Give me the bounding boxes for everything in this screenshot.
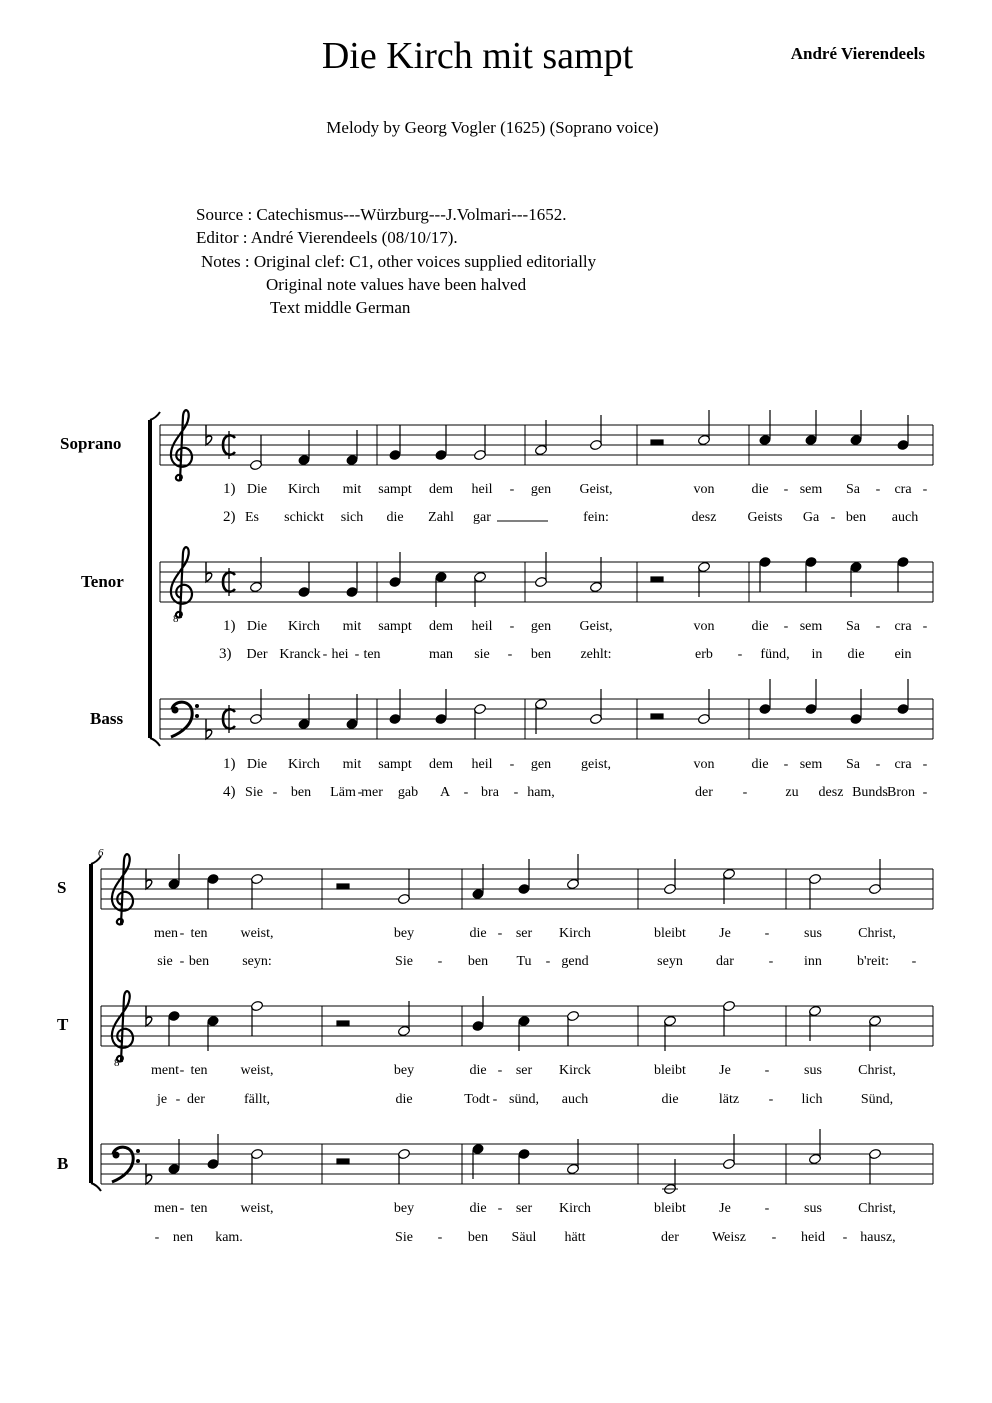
lyric-syllable: bey	[393, 1201, 415, 1216]
lyric-syllable: Christ,	[858, 1063, 896, 1078]
lyric-syllable: Todt	[464, 1092, 490, 1107]
notes-line-3: Text middle German	[270, 298, 411, 317]
lyric-syllable: ser	[515, 1063, 533, 1078]
lyric-syllable: Säul	[511, 1230, 537, 1245]
lyric-syllable: die	[661, 1092, 679, 1107]
lyric-syllable: -	[507, 647, 513, 662]
lyric-syllable: Sie	[395, 1230, 413, 1245]
lyric-syllable: heil	[471, 482, 493, 497]
lyric-syllable: cra	[894, 757, 912, 772]
lyric-syllable: -	[179, 1201, 185, 1216]
lyric-syllable: ben	[467, 954, 489, 969]
lyrics-bass-system-2-line-1	[154, 1201, 896, 1216]
lyric-syllable: -	[354, 647, 360, 662]
lyric-syllable: Bunds	[852, 785, 888, 800]
lyric-syllable: Je	[719, 1063, 731, 1078]
lyric-syllable: -	[497, 926, 503, 941]
lyrics-soprano-verse-2	[223, 509, 918, 525]
lyric-syllable: Je	[719, 926, 731, 941]
lyric-syllable: zehlt:	[580, 647, 612, 662]
lyric-syllable: mit	[342, 482, 362, 497]
lyric-syllable: dem	[428, 619, 454, 634]
lyric-syllable: die	[751, 757, 769, 772]
tenor-notes-system-2	[168, 996, 882, 1051]
lyric-syllable: -	[513, 785, 519, 800]
lyric-syllable: -	[830, 510, 836, 525]
lyric-syllable: Geist,	[579, 482, 613, 497]
lyric-syllable: -	[771, 1230, 777, 1245]
lyrics-tenor-verse-3	[219, 646, 912, 662]
lyric-syllable: fein:	[583, 510, 609, 525]
lyric-syllable: -	[875, 757, 881, 772]
lyric-syllable: ham,	[527, 785, 555, 800]
lyric-syllable: von	[693, 757, 715, 772]
lyrics-soprano-system-2-line-1	[154, 926, 896, 941]
lyric-syllable: bey	[393, 1063, 415, 1078]
lyric-syllable: mit	[342, 757, 362, 772]
lyric-syllable: Kranck	[279, 647, 321, 662]
lyric-syllable: Sünd,	[860, 1092, 894, 1107]
lyric-syllable: heil	[471, 619, 493, 634]
page-title: Die Kirch mit sampt	[321, 35, 634, 77]
composer-name: André Vierendeels	[790, 44, 925, 63]
lyric-syllable: Tu	[516, 954, 532, 969]
lyric-syllable: je	[156, 1092, 168, 1107]
source-line: Source : Catechismus---Würzburg---J.Volmari---1652.	[196, 205, 567, 224]
lyric-syllable: bleibt	[654, 1201, 686, 1216]
lyric-syllable: die	[469, 1063, 487, 1078]
lyric-syllable: Läm	[330, 785, 356, 800]
lyric-syllable: der	[661, 1230, 679, 1245]
lyric-syllable: Sa	[846, 619, 860, 634]
lyric-syllable: ten	[363, 647, 381, 662]
lyric-syllable: Kirch	[288, 482, 320, 497]
lyrics-soprano-system-2-line-2	[157, 954, 916, 969]
lyric-syllable: die	[469, 926, 487, 941]
lyric-syllable: ment	[151, 1063, 179, 1078]
octave-eight-mark: 8	[114, 1057, 120, 1069]
system-bracket	[150, 412, 160, 746]
lyric-syllable: gen	[530, 619, 552, 634]
subtitle: Melody by Georg Vogler (1625) (Soprano voice)	[326, 118, 659, 137]
lyric-syllable: Bron	[887, 785, 915, 800]
lyric-syllable: ben	[530, 647, 552, 662]
lyric-syllable: cra	[894, 619, 912, 634]
lyric-syllable: Kirch	[288, 757, 320, 772]
lyric-syllable: -	[509, 757, 515, 772]
verse-number: 1)	[223, 481, 236, 497]
lyric-syllable: heid	[800, 1230, 826, 1245]
lyric-syllable: hätt	[564, 1230, 586, 1245]
lyric-syllable: ben	[845, 510, 867, 525]
lyric-syllable: -	[492, 1092, 498, 1107]
voice-name-tenor-short: T	[57, 1015, 69, 1034]
lyric-syllable: -	[509, 619, 515, 634]
lyric-syllable: in	[811, 647, 823, 662]
lyric-syllable: dem	[428, 482, 454, 497]
lyric-syllable: der	[695, 785, 713, 800]
lyric-syllable: seyn	[657, 954, 683, 969]
lyric-syllable: Sie	[395, 954, 413, 969]
lyric-syllable: ben	[188, 954, 210, 969]
lyric-syllable: -	[437, 1230, 443, 1245]
lyric-syllable: ten	[190, 1063, 208, 1078]
lyric-syllable: gen	[530, 757, 552, 772]
lyric-syllable: -	[768, 954, 774, 969]
notes-line-2: Original note values have been halved	[266, 275, 527, 294]
lyric-syllable: Es	[245, 510, 259, 525]
verse-number: 2)	[223, 509, 236, 525]
lyric-syllable: -	[764, 926, 770, 941]
lyric-syllable: -	[437, 954, 443, 969]
lyric-syllable: Die	[246, 757, 268, 772]
lyric-syllable: Christ,	[858, 1201, 896, 1216]
lyric-syllable: ein	[894, 647, 912, 662]
lyric-syllable: -	[783, 482, 789, 497]
verse-number: 1)	[223, 618, 236, 634]
lyrics-soprano-verse-1	[223, 481, 928, 497]
staff-soprano-system-2	[101, 869, 933, 909]
system-bracket	[91, 856, 101, 1191]
lyric-syllable: men	[153, 1201, 179, 1216]
lyric-syllable: Geists	[747, 510, 783, 525]
lyric-syllable: -	[783, 757, 789, 772]
lyric-syllable: weist,	[240, 1063, 274, 1078]
lyric-syllable: -	[922, 757, 928, 772]
lyric-syllable: sus	[804, 1063, 822, 1078]
verse-number: 1)	[223, 756, 236, 772]
lyric-syllable: cra	[894, 482, 912, 497]
verse-number: 4)	[223, 784, 236, 800]
lyric-syllable: -	[911, 954, 917, 969]
lyrics-bass-verse-1	[223, 756, 928, 772]
lyric-syllable: lich	[801, 1092, 823, 1107]
lyric-syllable: gab	[397, 785, 419, 800]
lyric-syllable: -	[179, 926, 185, 941]
lyric-syllable: lätz	[718, 1092, 740, 1107]
lyric-syllable: Zahl	[428, 510, 454, 525]
lyrics-bass-system-2-line-2	[155, 1230, 896, 1245]
lyric-syllable: -	[545, 954, 551, 969]
voice-name-bass-short: B	[57, 1154, 69, 1173]
lyric-syllable: -	[737, 647, 743, 662]
lyric-syllable: Kirch	[559, 1201, 591, 1216]
lyric-syllable: kam.	[215, 1230, 243, 1245]
lyric-syllable: weist,	[240, 1201, 274, 1216]
lyric-syllable: sie	[474, 647, 490, 662]
lyric-syllable: Ga	[802, 510, 820, 525]
lyric-syllable: bey	[393, 926, 415, 941]
lyric-syllable: ten	[190, 1201, 208, 1216]
lyrics-tenor-system-2-line-2	[156, 1092, 893, 1107]
lyric-syllable: heil	[471, 757, 493, 772]
lyric-syllable: geist,	[581, 757, 611, 772]
measure-number: 6	[98, 847, 104, 859]
lyric-syllable: sampt	[378, 757, 412, 772]
staff-tenor-system-2	[101, 1006, 933, 1046]
lyric-syllable: -	[842, 1230, 848, 1245]
lyric-syllable: gend	[561, 954, 589, 969]
lyric-syllable: die	[386, 510, 404, 525]
lyric-syllable: von	[693, 619, 715, 634]
lyric-syllable: Die	[246, 482, 268, 497]
lyric-syllable: -	[497, 1063, 503, 1078]
lyric-syllable: schickt	[284, 510, 324, 525]
staff-bass-system-2	[101, 1144, 933, 1184]
voice-name-soprano: Soprano	[60, 434, 122, 453]
lyric-syllable: Kirch	[288, 619, 320, 634]
bass-clef-icon	[112, 1147, 140, 1182]
lyric-syllable: gar	[473, 510, 491, 525]
lyric-syllable: sem	[799, 482, 823, 497]
lyric-syllable: -	[463, 785, 469, 800]
lyric-syllable: fällt,	[243, 1092, 271, 1107]
lyric-syllable: gen	[530, 482, 552, 497]
lyric-syllable: die	[395, 1092, 413, 1107]
tenor-notes-system-1	[249, 552, 909, 607]
lyric-syllable: ten	[190, 926, 208, 941]
lyric-syllable: bleibt	[654, 926, 686, 941]
lyric-syllable: fünd,	[760, 647, 790, 662]
lyric-syllable: ben	[467, 1230, 489, 1245]
lyric-syllable: seyn:	[242, 954, 272, 969]
lyric-syllable: -	[875, 482, 881, 497]
lyric-syllable: A	[439, 785, 451, 800]
lyric-syllable: Geist,	[579, 619, 613, 634]
lyric-syllable: -	[357, 785, 363, 800]
lyric-syllable: inn	[804, 954, 822, 969]
lyric-syllable: -	[497, 1201, 503, 1216]
lyric-syllable: -	[509, 482, 515, 497]
octave-eight-mark: 8	[173, 613, 179, 625]
lyric-syllable: -	[922, 619, 928, 634]
lyric-syllable: -	[179, 1063, 185, 1078]
lyric-syllable: -	[764, 1063, 770, 1078]
lyric-syllable: nen	[172, 1230, 194, 1245]
bass-clef-icon	[171, 702, 199, 737]
lyric-syllable: der	[187, 1092, 205, 1107]
lyric-syllable: auch	[561, 1092, 589, 1107]
lyric-syllable: sem	[799, 757, 823, 772]
lyric-syllable: sampt	[378, 619, 412, 634]
lyric-syllable: -	[922, 785, 928, 800]
lyric-syllable: hausz,	[860, 1230, 896, 1245]
lyric-syllable: man	[428, 647, 454, 662]
lyric-syllable: Sa	[846, 482, 860, 497]
lyric-syllable: sem	[799, 619, 823, 634]
lyric-syllable: Christ,	[858, 926, 896, 941]
lyric-syllable: weist,	[240, 926, 274, 941]
lyric-syllable: -	[322, 647, 328, 662]
lyric-syllable: -	[875, 619, 881, 634]
lyric-syllable: Kirch	[559, 926, 591, 941]
lyric-syllable: bleibt	[654, 1063, 686, 1078]
lyric-syllable: desz	[818, 785, 844, 800]
lyric-syllable: bra	[481, 785, 499, 800]
lyric-syllable: Die	[246, 619, 268, 634]
lyric-syllable: erb	[695, 647, 713, 662]
verse-number: 3)	[219, 646, 232, 662]
voice-name-tenor: Tenor	[81, 572, 124, 591]
lyric-syllable: ben	[290, 785, 312, 800]
lyric-syllable: -	[179, 954, 185, 969]
lyric-syllable: -	[154, 1230, 160, 1245]
editor-line: Editor : André Vierendeels (08/10/17).	[196, 228, 458, 247]
lyric-syllable: -	[764, 1201, 770, 1216]
lyric-syllable: b'reit:	[856, 954, 890, 969]
lyric-syllable: sünd,	[509, 1092, 539, 1107]
soprano-notes-system-2	[168, 854, 882, 909]
lyric-syllable: dem	[428, 757, 454, 772]
lyric-syllable: mer	[361, 785, 383, 800]
notes-line-1: Notes : Original clef: C1, other voices supplied editorially	[201, 252, 597, 271]
lyric-syllable: sus	[804, 1201, 822, 1216]
lyric-syllable: die	[751, 482, 769, 497]
lyric-syllable: Je	[719, 1201, 731, 1216]
lyric-syllable: sampt	[378, 482, 412, 497]
lyric-syllable: Weisz	[712, 1230, 746, 1245]
lyric-syllable: -	[742, 785, 748, 800]
lyric-syllable: -	[272, 785, 278, 800]
lyric-syllable: men	[153, 926, 179, 941]
lyric-syllable: dar	[716, 954, 734, 969]
lyrics-bass-verse-4	[223, 784, 928, 800]
lyric-syllable: zu	[785, 785, 799, 800]
lyric-syllable: ser	[515, 1201, 533, 1216]
lyrics-tenor-verse-1	[223, 618, 928, 634]
lyric-syllable: von	[693, 482, 715, 497]
lyric-syllable: -	[783, 619, 789, 634]
lyric-syllable: Kirck	[559, 1063, 591, 1078]
lyric-syllable: die	[751, 619, 769, 634]
lyric-syllable: die	[469, 1201, 487, 1216]
lyric-syllable: -	[922, 482, 928, 497]
lyric-syllable: Sa	[846, 757, 860, 772]
lyric-syllable: Sie	[245, 785, 263, 800]
lyric-syllable: die	[847, 647, 865, 662]
voice-name-bass: Bass	[90, 709, 124, 728]
lyric-syllable: sus	[804, 926, 822, 941]
lyrics-tenor-system-2-line-1	[151, 1063, 896, 1078]
lyric-syllable: auch	[891, 510, 919, 525]
bass-notes-system-2	[168, 1129, 882, 1195]
lyric-syllable: Der	[246, 647, 268, 662]
lyric-syllable: -	[768, 1092, 774, 1107]
lyric-syllable: -	[175, 1092, 181, 1107]
lyric-syllable: mit	[342, 619, 362, 634]
lyric-syllable: hei	[331, 647, 349, 662]
voice-name-soprano-short: S	[57, 878, 67, 897]
lyric-syllable: desz	[691, 510, 717, 525]
lyric-syllable: sie	[157, 954, 173, 969]
lyric-syllable: sich	[340, 510, 364, 525]
lyric-syllable: ser	[515, 926, 533, 941]
